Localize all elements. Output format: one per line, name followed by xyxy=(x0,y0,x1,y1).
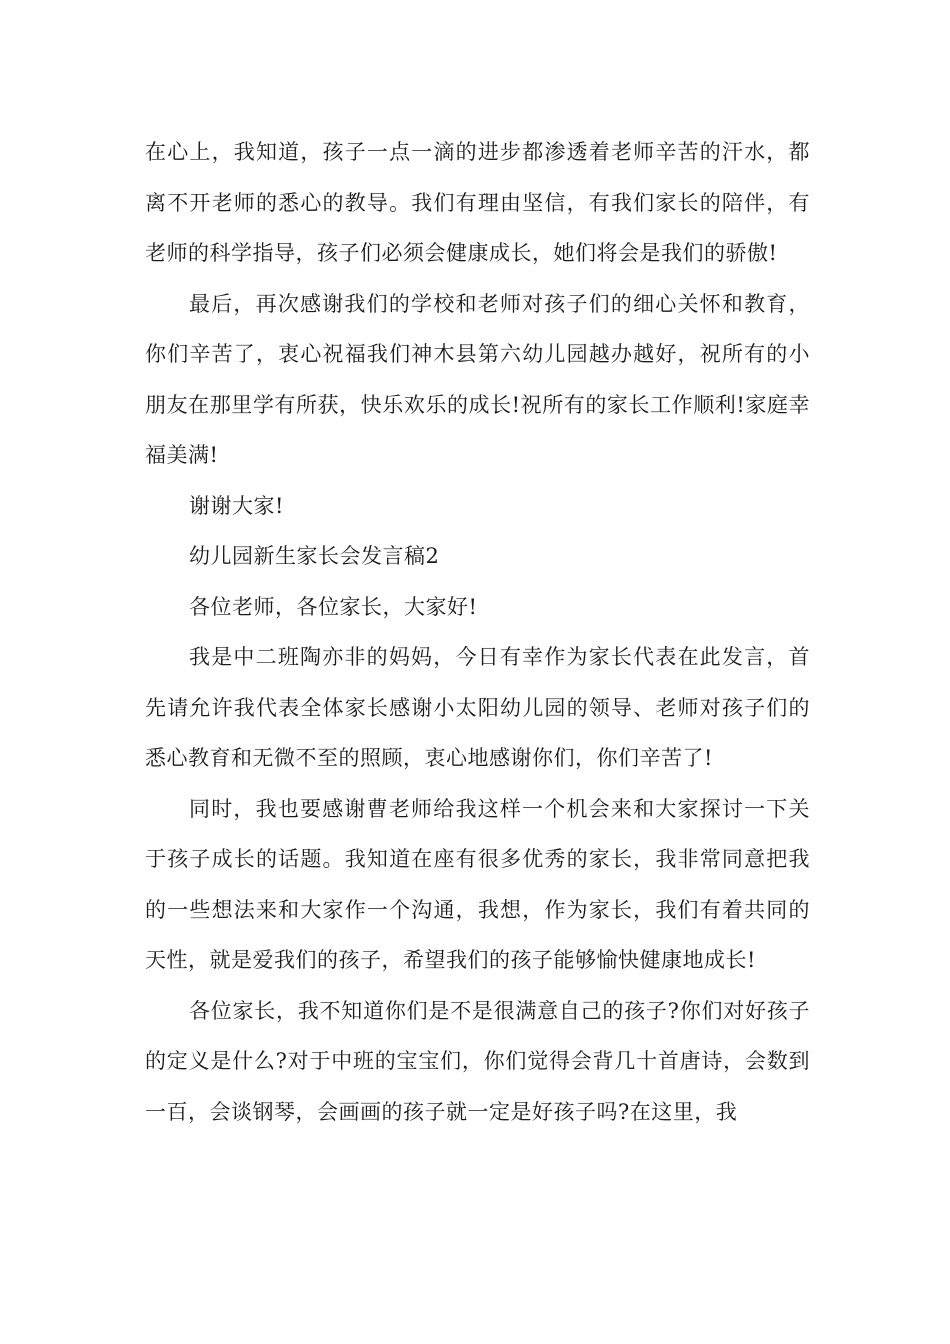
section-heading: 幼儿园新生家长会发言稿2 xyxy=(189,544,440,568)
document-body xyxy=(145,127,810,1137)
paragraph-topic: 同时，我也要感谢曹老师给我这样一个机会来和大家探讨一下关于孩子成长的话题。我知道在座有很多优秀的家长，我非常同意把我的一些想法来和大家作一个沟通，我想，作为家长，我们有着共同的天性，就是爱我们的孩子，希望我们的孩子能够愉快健康地成长! xyxy=(145,796,810,972)
paragraph-introduction: 我是中二班陶亦非的妈妈，今日有幸作为家长代表在此发言，首先请允许我代表全体家长感谢小太阳幼儿园的领导、老师对孩子们的悉心教育和无微不至的照顾，衷心地感谢你们，你们辛苦了! xyxy=(145,645,810,770)
paragraph-thank-you: 谢谢大家! xyxy=(189,493,284,518)
paragraph-closing-thanks: 最后，再次感谢我们的学校和老师对孩子们的细心关怀和教育，你们辛苦了，衷心祝福我们神木县第六幼儿园越办越好，祝所有的小朋友在那里学有所获，快乐欢乐的成长!祝所有的家长工作顺利!家庭幸福美满! xyxy=(145,291,810,467)
paragraph-question: 各位家长，我不知道你们是不是很满意自己的孩子?你们对好孩子的定义是什么?对于中班的宝宝们，你们觉得会背几十首唐诗，会数到一百，会谈钢琴，会画画的孩子就一定是好孩子吗?在这里，我 xyxy=(145,998,810,1124)
paragraph-continuation: 在心上，我知道，孩子一点一滴的进步都渗透着老师辛苦的汗水，都离不开老师的悉心的教导。我们有理由坚信，有我们家长的陪伴，有老师的科学指导，孩子们必须会健康成长，她们将会是我们的骄傲! xyxy=(145,140,810,265)
paragraph-greeting: 各位老师，各位家长，大家好! xyxy=(189,594,478,619)
